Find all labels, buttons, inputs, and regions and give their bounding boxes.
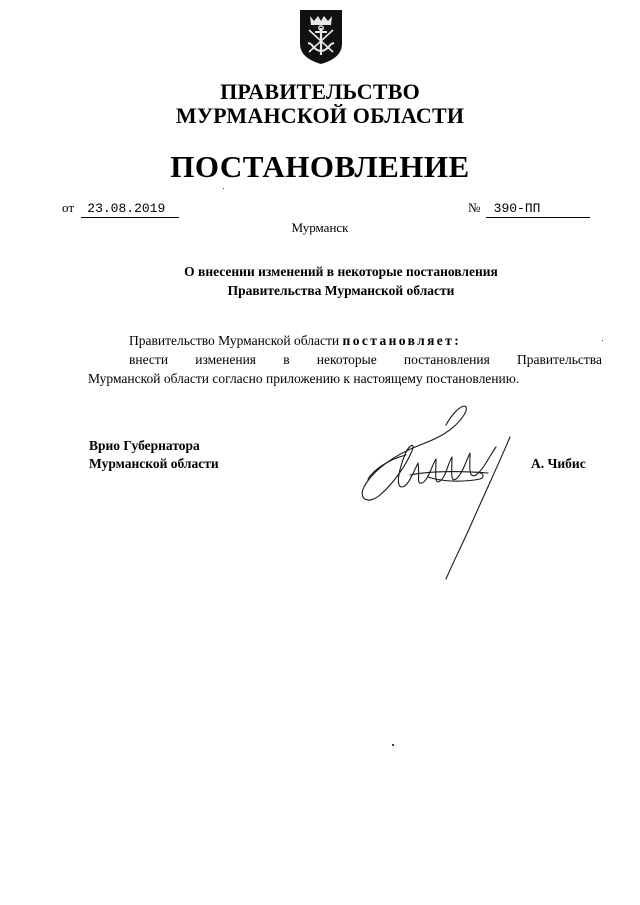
city-label: Мурманск	[291, 220, 349, 235]
resolution-text-line-2: Мурманской области согласно приложению к настоящему постановлению.	[88, 371, 520, 386]
number-field	[468, 200, 590, 218]
signer-name: А. Чибис	[531, 456, 586, 471]
number-prefix: №	[468, 200, 481, 215]
government-title: ПРАВИТЕЛЬСТВО	[220, 79, 420, 104]
scan-speck	[223, 188, 224, 189]
subject-line-1: О внесении изменений в некоторые постановления	[184, 264, 498, 279]
document-type-heading: ПОСТАНОВЛЕНИЕ	[170, 149, 470, 184]
date-field	[62, 200, 179, 218]
intro-emphasis: постановляет:	[342, 333, 462, 348]
intro-lead: Правительство Мурманской области	[129, 333, 343, 348]
number-value: 390-ПП	[486, 201, 590, 218]
signer-position-line-2: Мурманской области	[89, 456, 219, 471]
date-prefix: от	[62, 200, 75, 215]
resolution-intro	[129, 331, 461, 351]
handwritten-signature	[350, 395, 530, 595]
scan-speck	[392, 744, 394, 746]
subject-line-2: Правительства Мурманской области	[227, 283, 455, 298]
coat-of-arms-icon	[298, 8, 344, 66]
signer-position-line-1: Врио Губернатора	[89, 438, 200, 453]
resolution-text-line-1: внести изменения в некоторые постановления Правительства	[129, 352, 602, 367]
scan-speck	[602, 340, 603, 341]
government-region-title: МУРМАНСКОЙ ОБЛАСТИ	[175, 103, 465, 128]
date-value: 23.08.2019	[81, 201, 179, 218]
